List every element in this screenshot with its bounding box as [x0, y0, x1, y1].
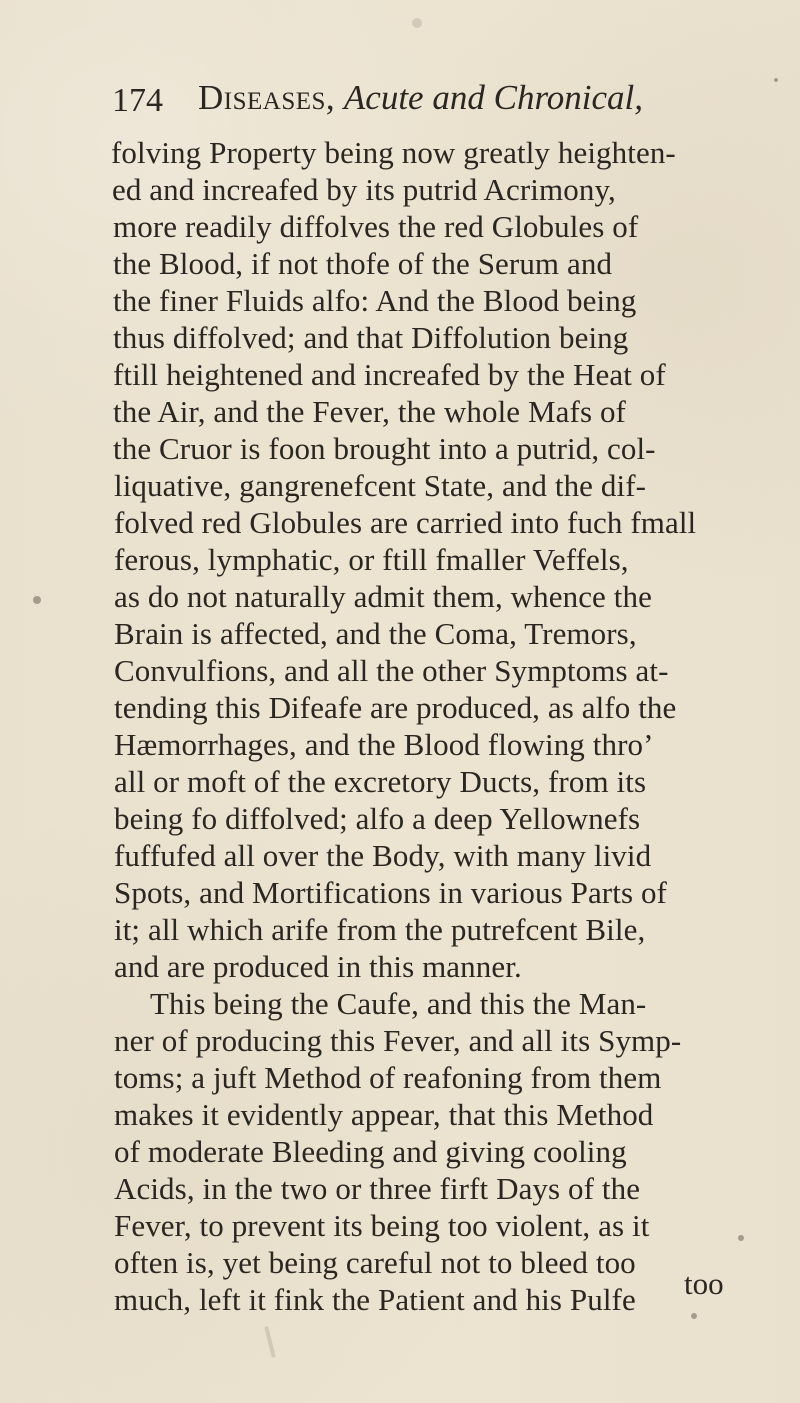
text-line: Convulfions, and all the other Symptoms at- [114, 653, 669, 688]
text-line: often is, yet being careful not to bleed too [114, 1245, 636, 1280]
page-number: 174 [112, 82, 163, 119]
text-line: as do not naturally admit them, whence the [114, 579, 652, 614]
paper-speck [738, 1235, 744, 1241]
text-line: thus diffolved; and that Diffolution being [113, 320, 629, 355]
text-line: tending this Difeafe are produced, as alfo the [114, 690, 677, 725]
text-line: and are produced in this manner. [114, 949, 522, 984]
paper-speck [691, 1313, 697, 1319]
paper-speck [33, 596, 41, 604]
text-line: ftill heightened and increafed by the Heat of [113, 357, 666, 392]
text-line: fuffufed all over the Body, with many livid [114, 838, 652, 873]
text-line: Brain is affected, and the Coma, Tremors, [114, 616, 637, 651]
text-line: much, left it fink the Patient and his Pulfe [114, 1282, 636, 1317]
text-line: ed and increafed by its putrid Acrimony, [112, 172, 616, 207]
text-line: This being the Caufe, and this the Man- [150, 986, 647, 1021]
paper-speck [774, 78, 778, 82]
text-line: ferous, lymphatic, or ftill fmaller Veffels, [114, 542, 629, 577]
text-line: the finer Fluids alfo: And the Blood being [113, 283, 637, 318]
text-line: the Blood, if not thofe of the Serum and [113, 246, 613, 281]
text-line: Spots, and Mortifications in various Parts of [114, 875, 667, 910]
text-line: Hæmorrhages, and the Blood flowing thro’ [114, 727, 654, 762]
text-line: all or moft of the excretory Ducts, from its [114, 764, 647, 799]
text-line: the Cruor is foon brought into a putrid, col- [113, 431, 656, 466]
text-line: it; all which arife from the putrefcent Bile, [114, 912, 646, 947]
text-line: liquative, gangrenefcent State, and the dif- [114, 468, 647, 503]
text-line: Acids, in the two or three firft Days of the [114, 1171, 641, 1206]
catchword: too [684, 1266, 724, 1301]
text-line: folved red Globules are carried into fuch fmall [114, 505, 697, 540]
text-line: the Air, and the Fever, the whole Mafs of [113, 394, 626, 429]
text-line: Fever, to prevent its being too violent, as it [114, 1208, 650, 1243]
paper-speck [412, 18, 422, 28]
running-head-left: Diseases, [198, 78, 336, 117]
running-head-right: Acute and Chronical, [343, 78, 643, 117]
text-line: toms; a juft Method of reafoning from them [114, 1060, 662, 1095]
text-line: of moderate Bleeding and giving cooling [114, 1134, 627, 1169]
text-line: folving Property being now greatly heighten- [111, 135, 676, 170]
text-line: ner of producing this Fever, and all its Symp- [114, 1023, 682, 1058]
text-line: being fo diffolved; alfo a deep Yellownefs [114, 801, 641, 836]
text-line: makes it evidently appear, that this Method [114, 1097, 654, 1132]
text-line: more readily diffolves the red Globules of [113, 209, 639, 244]
